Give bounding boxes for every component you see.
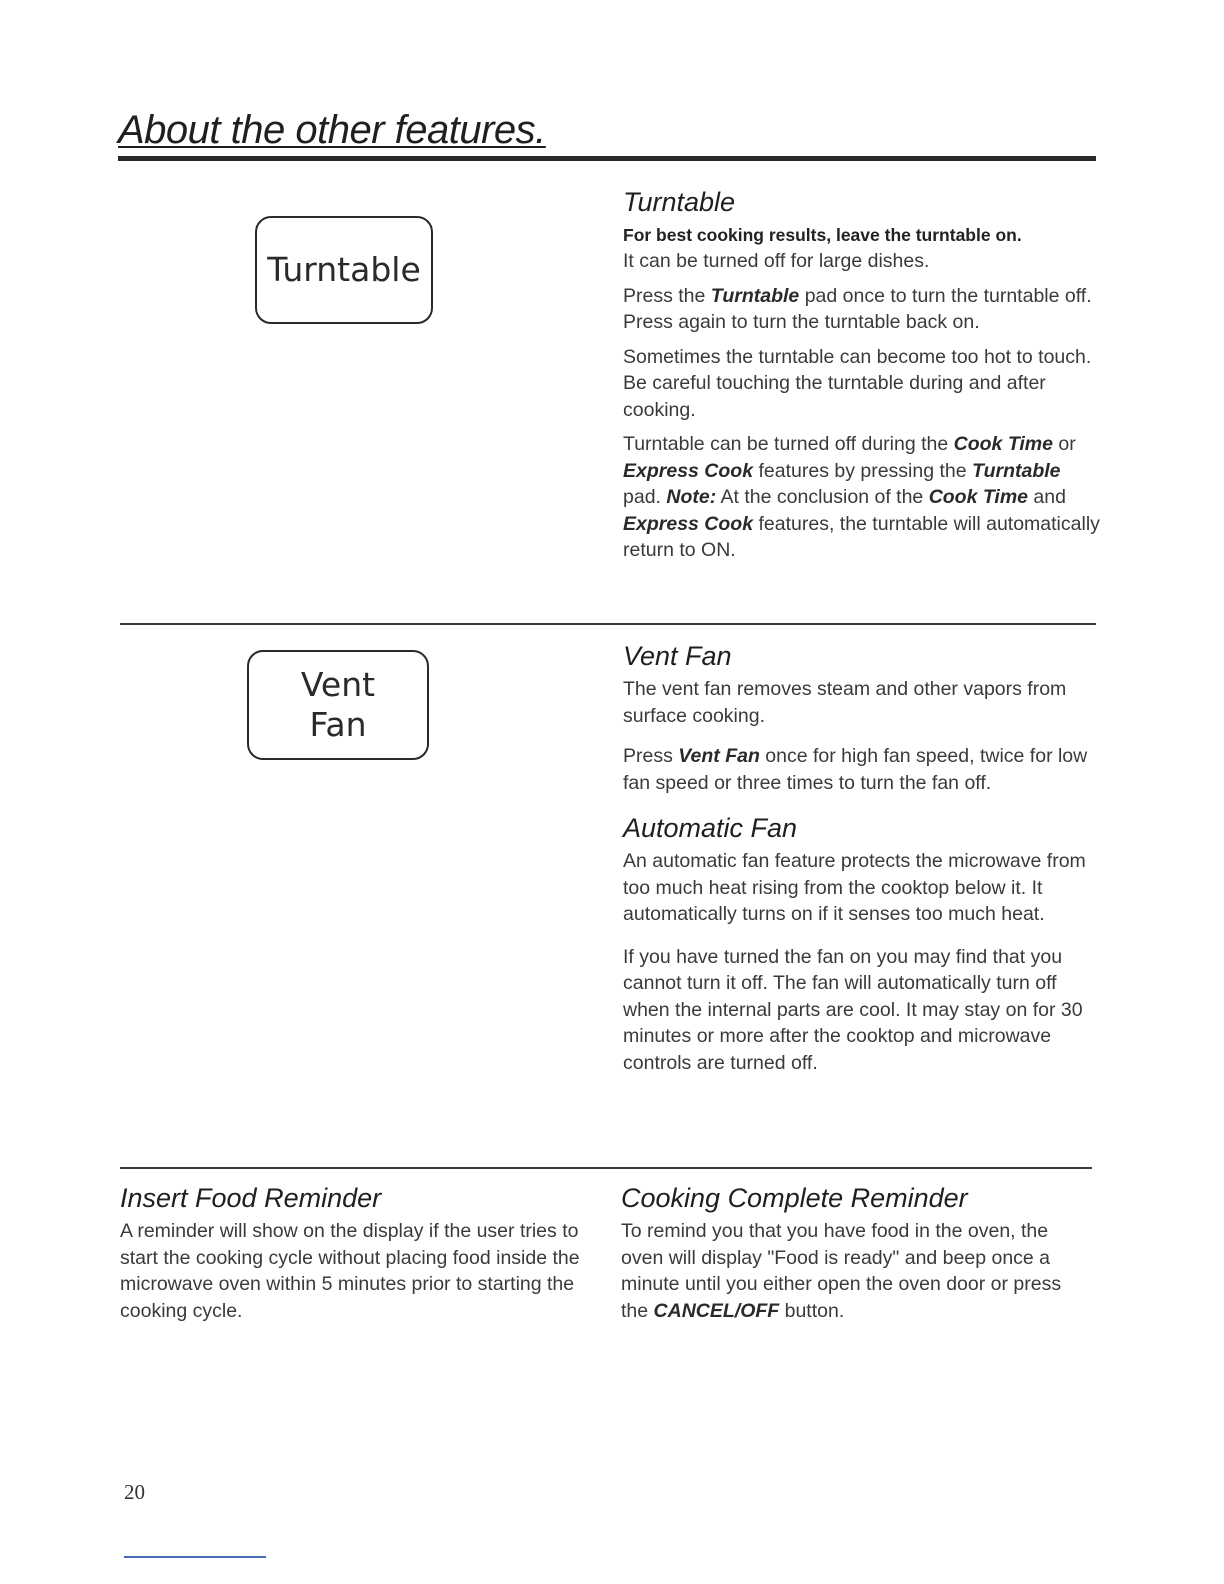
turntable-para-2: Press the Turntable pad once to turn the turntable off. Press again to turn the turntable back on. [623,284,1092,334]
turntable-para-3: Sometimes the turntable can become too hot to touch. Be careful touching the turntable during and after cooking. [623,345,1092,421]
insert-food-para: A reminder will show on the display if the user tries to start the cooking cycle without placing food inside the microwave oven within 5 minutes prior to starting the cooking cycle. [120,1220,580,1322]
insert-food-heading: Insert Food Reminder [120,1183,382,1213]
automatic-fan-heading: Automatic Fan [623,813,798,843]
page-title: About the other features. [118,108,546,152]
footer-line [124,1556,266,1558]
vent-fan-section [623,640,1101,804]
cooking-complete-section [621,1182,1091,1332]
section-divider-2 [120,1167,1092,1169]
vent-fan-pad-illustration [247,650,429,760]
turntable-para-1: It can be turned off for large dishes. [623,250,930,273]
automatic-fan-para-1: An automatic fan feature protects the microwave from too much heat rising from the cooktop below it. It automatically turns on if it senses too much heat. [623,850,1086,926]
turntable-lead: For best cooking results, leave the turntable on. [623,225,1022,246]
turntable-heading: Turntable [623,187,736,217]
note-label: Note: [666,486,717,509]
vent-fan-para-2: Press Vent Fan once for high fan speed, twice for low fan speed or three times to turn the fan off. [623,745,1088,794]
vent-fan-pad-label: Vent Fan [300,665,376,744]
turntable-pad-label: Turntable [267,249,421,289]
automatic-fan-section [623,812,1101,1084]
vent-fan-heading: Vent Fan [623,641,732,671]
vent-fan-para-1: The vent fan removes steam and other vapors from surface cooking. [623,678,1067,727]
title-rule [118,156,1096,161]
turntable-pad-ref: Turntable [710,284,800,307]
page-number: 20 [124,1480,145,1504]
cooking-complete-heading: Cooking Complete Reminder [621,1183,968,1213]
turntable-pad-illustration [255,216,433,324]
insert-food-section [120,1182,592,1332]
turntable-section [623,186,1101,572]
section-divider-1 [120,623,1096,625]
automatic-fan-para-2: If you have turned the fan on you may find that you cannot turn it off. The fan will automatically turn off when the internal parts are cool. It may stay on for 30 minutes or more after the cooktop and microwave controls are turned off. [623,945,1083,1074]
turntable-para-4: Turntable can be turned off during the Cook Time or Express Cook features by pressing the Turntable pad. Note: At the conclusion of the Cook Time and Express Cook features, the turntable will automatically return to ON. [623,433,1100,562]
cooking-complete-para: To remind you that you have food in the oven, the oven will display "Food is ready" and beep once a minute until you either open the oven door or press the CANCEL/OFF button. [621,1220,1062,1322]
